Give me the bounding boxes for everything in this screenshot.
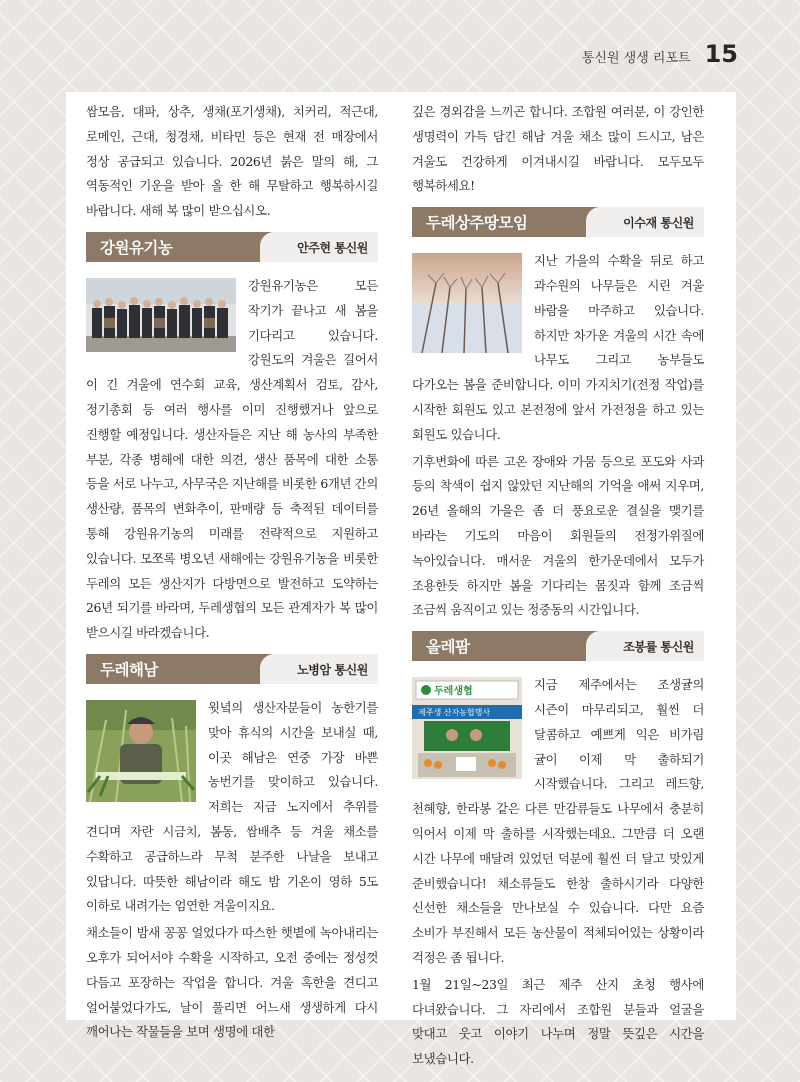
section-title: 두레해남 [100, 660, 158, 679]
section-title: 올레팜 [426, 638, 470, 657]
intro-text-left: 쌈모음, 대파, 상추, 생채(포기생채), 치커리, 적근대, 로메인, 근대, 청경채, 비타민 등은 현재 전 매장에서 정상 공급되고 있습니다. 2026년 붉은 말의 해, 그 역동적인 기운을 받아 올 한 해 무탈하고 행복하시길 바랍니다. 새해 복 많이 받으십시오. [86, 104, 378, 219]
page-number: 15 [704, 40, 738, 68]
article-page [66, 92, 736, 1067]
reporter-name: 이수재 통신원 [623, 216, 694, 231]
haenam-text-2: 채소들이 밤새 꽁꽁 얼었다가 따스한 햇볕에 녹아내리는 오후가 되어서야 수확을 시작하고, 오전 중에는 정성껏 다듬고 포장하는 작업을 합니다. 겨울 혹한을 견디고 얼어붙었다가도, 날이 풀리면 어느새 생생하게 다시 깨어나는 작물들을 보며 생명에 대한 [86, 925, 378, 1040]
left-column [86, 100, 378, 1047]
reporter-name: 조봉률 통신원 [623, 640, 694, 655]
reporter-name: 안주현 통신원 [297, 240, 368, 255]
section-title: 두레상주땅모임 [426, 214, 528, 233]
orchard-photo [412, 253, 522, 353]
header-title: 통신원 생생 리포트 [581, 51, 691, 66]
booth-banner-text: 제주생 산자농협행사 [418, 708, 491, 718]
market-booth-photo [412, 677, 522, 779]
page-header [582, 40, 738, 68]
reporter-name: 노병암 통신원 [297, 662, 368, 677]
sangju-text-2: 기후변화에 따른 고온 장애와 가뭄 등으로 포도와 사과 등의 착색이 쉽지 않았던 지난해의 기억을 애써 지우며, 26년 올해의 가을은 좀 더 풍요로운 결실을 맺기를 바라는 기도의 마음이 회원들의 전정가위질에 녹아있습니다. 매서운 겨울의 한가운데에서 모두가 조용한듯 하지만 봄을 기다리는 몸짓과 함께 조금씩 조금씩 움직이고 있는 정중동의 시간입니다. [412, 453, 704, 618]
group-photo [86, 278, 236, 352]
sangju-text-1: 지난 가을의 수확을 뒤로 하고 과수원의 나무들은 시린 겨울 바람을 마주하고 있습니다. 하지만 차가운 겨울의 시간 속에 나무도 그리고 농부들도 다가오는 봄을 준비합니다. 이미 가지치기(전정 작업)를 시작한 회원도 있고 본전정에 앞서 가전정을 하고 있는 회원도 있습니다. [412, 253, 704, 442]
olle-text-1: 지금 제주에서는 조생귤의 시즌이 마무리되고, 훨씬 더 달콤하고 예쁘게 익은 비가림 귤이 이제 막 출하되기 시작했습니다. 그리고 레드향, 천혜향, 한라봉 같은 다른 만감류들도 나무에서 충분히 익어서 이제 막 출하를 시작했는데요. 그만큼 더 오랜 시간 나무에 매달려 있었던 덕분에 훨씬 더 달고 맛있게 준비했습니다! 채소류들도 한창 출하시기라 다양한 신선한 채소들을 만나보실 수 있습니다. 다만 요즘 소비가 부진해서 모든 농산물이 적체되어있는 상황이라 걱정은 좀 됩니다. [412, 677, 704, 965]
section-header-olle [412, 631, 704, 661]
farmer-photo [86, 700, 196, 802]
section-header-sangju [412, 207, 704, 237]
booth-sign-text: 두레생협 [434, 686, 473, 698]
section-header-haenam [86, 654, 378, 684]
section-title: 강원유기농 [100, 238, 173, 257]
gangwon-text: 강원유기농은 모든 작기가 끝나고 새 봄을 기다리고 있습니다. 강원도의 겨울은 길어서 이 긴 겨울에 연수회 교육, 생산계획서 검토, 감사, 정기총회 등 여러 행사를 이미 진행했거나 앞으로 진행할 예정입니다. 생산자들은 지난 해 농사의 부족한 부분, 각종 병해에 대한 의견, 생산 품목에 대한 소통 등을 서로 나누고, 사무국은 지난해를 비롯한 6개년 간의 생산량, 품목의 변화추이, 판매량 등 축적된 데이터를 통해 강원유기농의 미래를 전략적으로 지원하고 있습니다. 모쪼록 병오년 새해에는 강원유기농을 비롯한 두레의 모든 생산지가 다방면으로 발전하고 도약하는 26년 되기를 바라며, 두레생협의 모든 관계자가 복 많이 받으시길 바라겠습니다. [86, 277, 378, 641]
haenam-text-1: 윗녘의 생산자분들이 농한기를 맞아 휴식의 시간을 보내실 때, 이곳 해남은 연중 가장 바쁜 농번기를 맞이하고 있습니다. 저희는 지금 노지에서 추위를 견디며 자란 시금치, 봄동, 쌈배추 등 겨울 채소를 수확하고 공급하느라 무척 분주한 나날을 보내고 있답니다. 따뜻한 해남이라 해도 밤 기온이 영하 5도 이하로 내려가는 엄연한 겨울이지요. [86, 699, 378, 914]
right-column [412, 100, 704, 1074]
intro-text-right: 깊은 경외감을 느끼곤 합니다. 조합원 여러분, 이 강인한 생명력이 가득 담긴 해남 겨울 채소 많이 드시고, 남은 겨울도 건강하게 이겨내시길 바랍니다. 모두모두 행복하세요! [412, 104, 704, 194]
section-header-gangwon [86, 232, 378, 262]
olle-text-2: 1월 21일~23일 최근 제주 산지 초청 행사에 다녀왔습니다. 그 자리에서 조합원 분들과 얼굴을 맞대고 웃고 이야기 나누며 정말 뜻깊은 시간을 보냈습니다. [412, 976, 704, 1067]
